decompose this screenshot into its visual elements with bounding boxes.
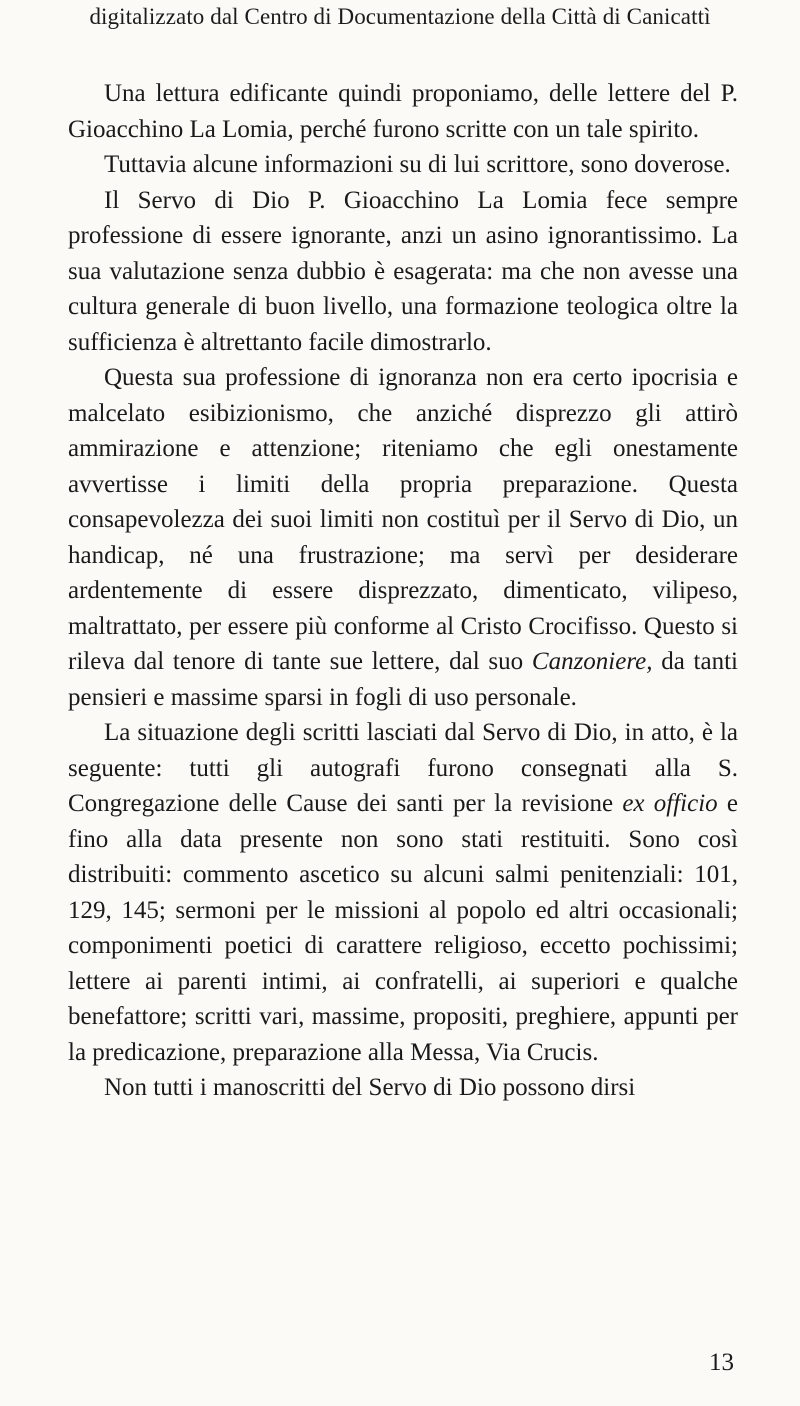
page-number: 13 xyxy=(709,1349,734,1376)
text-segment: da tanti pensieri e massime sparsi in fogli di uso personale. xyxy=(68,648,738,711)
paragraph xyxy=(68,76,738,147)
text-segment: Non tutti i manoscritti del Servo di Dio possono dirsi xyxy=(104,1074,636,1101)
paragraph xyxy=(68,183,738,361)
paragraph xyxy=(68,147,738,183)
text-segment: Il Servo di Dio P. Gioacchino La Lomia fece sempre professione di essere ignorante, anzi un asino ignorantissimo. La sua valutazione senza dubbio è esagerata: ma che non avesse una cultura generale di buon livello, una formazione teologica oltre la sufficienza è altrettanto facile dimostrarlo. xyxy=(68,186,738,356)
italic-phrase: ex officio xyxy=(622,790,718,817)
text-segment: Una lettura edificante quindi proponiamo, delle lettere del P. Gioacchino La Lomia, perché furono scritte con un tale spirito. xyxy=(68,80,738,143)
text-segment: Tuttavia alcune informazioni su di lui scrittore, sono doverose. xyxy=(104,151,731,178)
body-text xyxy=(68,76,738,1106)
text-segment: La situazione degli scritti lasciati dal Servo di Dio, in atto, è la seguente: tutti gli autografi furono consegnati alla S. Congregazione delle Cause dei santi per la revisione xyxy=(68,719,738,817)
italic-title: Canzoniere, xyxy=(531,648,653,675)
paragraph xyxy=(68,1070,738,1106)
paragraph xyxy=(68,715,738,1070)
digitization-header: digitalizzato dal Centro di Documentazione della Città di Canicattì xyxy=(89,4,711,29)
text-segment: e fino alla data presente non sono stati restituiti. Sono così distribuiti: commento ascetico su alcuni salmi penitenziali: 101, 129, 145; sermoni per le missioni al popolo ed altri occasionali; componimenti poetici di carattere religioso, eccetto pochissimi; lettere ai parenti intimi, ai confratelli, ai superiori e qualche benefattore; scritti vari, massime, propositi, preghiere, appunti per la predicazione, preparazione alla Messa, Via Crucis. xyxy=(68,790,738,1066)
paragraph xyxy=(68,360,738,715)
text-segment: Questa sua professione di ignoranza non era certo ipocrisia e malcelato esibizionismo, che anziché disprezzo gli attirò ammirazione e attenzione; riteniamo che egli onestamente avvertisse i limiti della propria preparazione. Questa consapevolezza dei suoi limiti non costituì per il Servo di Dio, un handicap, né una frustrazione; ma servì per desiderare ardentemente di essere disprezzato, dimenticato, vilipeso, maltrattato, per essere più conforme al Cristo Crocifisso. Questo si rileva dal tenore di tante sue lettere, dal suo xyxy=(68,364,738,675)
